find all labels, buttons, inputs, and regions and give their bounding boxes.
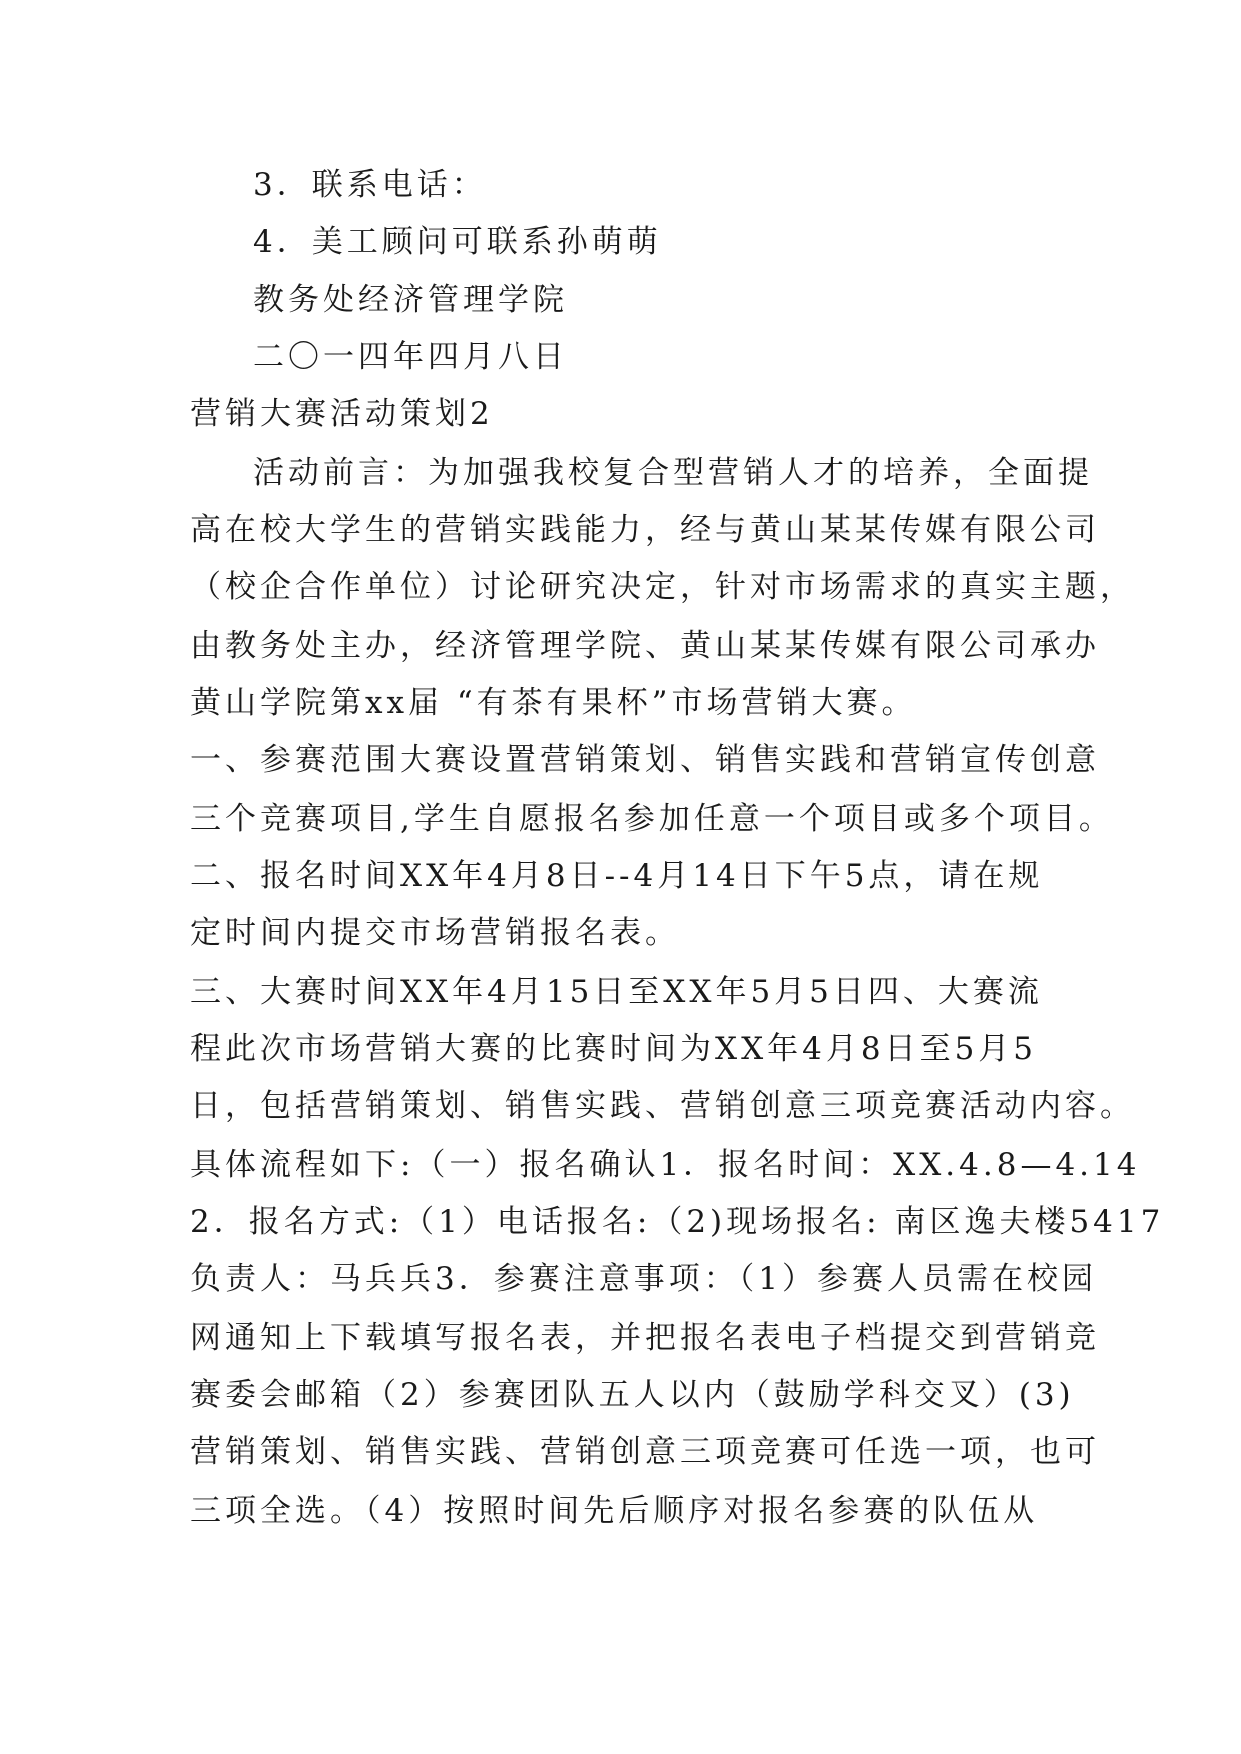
paragraph-line: 程此次市场营销大赛的比赛时间为XX年4月8日至5月5 — [190, 1031, 1038, 1067]
paragraph-line: 营销策划、销售实践、营销创意三项竞赛可任选一项，也可 — [190, 1434, 1100, 1470]
paragraph-line: 三、大赛时间XX年4月15日至XX年5月5日四、大赛流 — [190, 974, 1043, 1010]
paragraph-line: 具体流程如下:（一）报名确认1．报名时间：XX.4.8—4.14 — [190, 1147, 1141, 1183]
issuer-line: 教务处经济管理学院 — [253, 282, 568, 318]
paragraph-line: 赛委会邮箱（2）参赛团队五人以内（鼓励学科交叉）(3) — [190, 1377, 1075, 1413]
paragraph-line: 活动前言：为加强我校复合型营销人才的培养，全面提 — [253, 455, 1093, 491]
paragraph-line: （校企合作单位）讨论研究决定，针对市场需求的真实主题， — [190, 569, 1135, 605]
paragraph-line: 网通知上下载填写报名表，并把报名表电子档提交到营销竞 — [190, 1320, 1100, 1356]
paragraph-line: 由教务处主办，经济管理学院、黄山某某传媒有限公司承办 — [190, 628, 1100, 664]
paragraph-line: 日，包括营销策划、销售实践、营销创意三项竞赛活动内容。 — [190, 1088, 1135, 1124]
date-line: 二〇一四年四月八日 — [253, 339, 568, 375]
paragraph-line: 二、报名时间XX年4月8日--4月14日下午5点，请在规 — [190, 858, 1044, 894]
paragraph-line: 一、参赛范围大赛设置营销策划、销售实践和营销宣传创意 — [190, 742, 1100, 778]
paragraph-line: 定时间内提交市场营销报名表。 — [190, 915, 680, 951]
art-advisor-line: 4．美工顾问可联系孙萌萌 — [253, 224, 662, 260]
paragraph-line: 负责人：马兵兵3．参赛注意事项：（1）参赛人员需在校园 — [190, 1261, 1097, 1297]
section-title: 营销大赛活动策划2 — [190, 396, 494, 432]
paragraph-line: 高在校大学生的营销实践能力，经与黄山某某传媒有限公司 — [190, 512, 1100, 548]
paragraph-line: 2．报名方式:（1）电话报名:（2)现场报名: 南区逸夫楼5417 — [190, 1204, 1165, 1240]
paragraph-line: 黄山学院第xx届 “有茶有果杯”市场营销大赛。 — [190, 685, 917, 721]
paragraph-line: 三项全选。（4）按照时间先后顺序对报名参赛的队伍从 — [190, 1493, 1039, 1529]
contact-phone-line: 3．联系电话： — [253, 167, 487, 203]
paragraph-line: 三个竞赛项目,学生自愿报名参加任意一个项目或多个项目。 — [190, 801, 1114, 837]
